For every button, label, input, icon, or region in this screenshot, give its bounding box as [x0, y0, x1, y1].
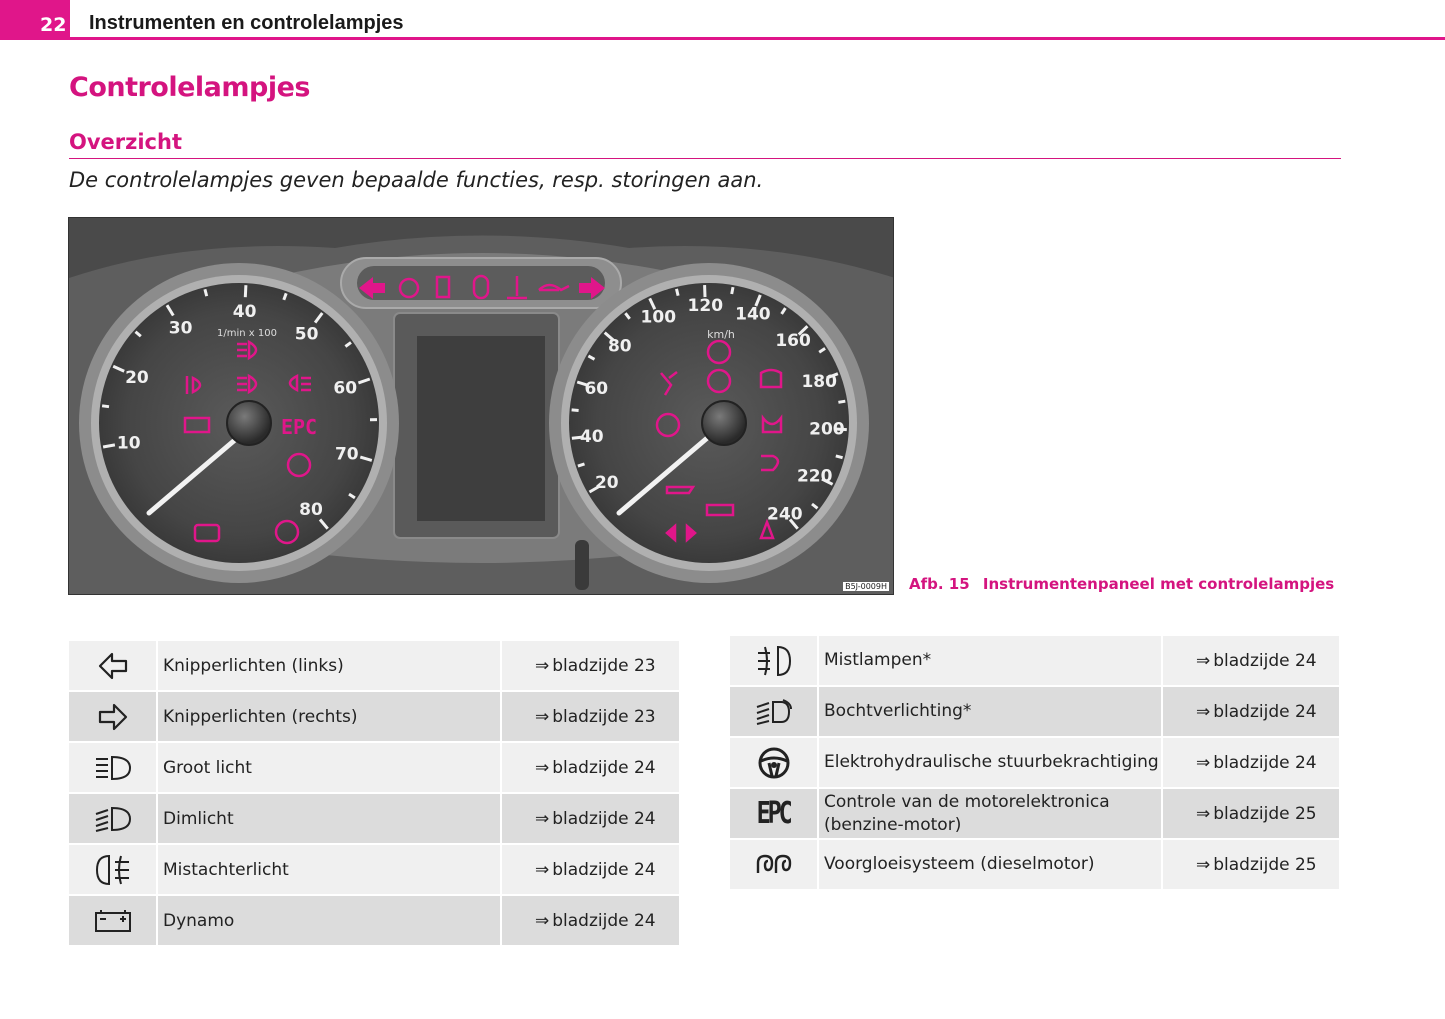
figure-caption — [909, 575, 1334, 593]
reference-arrow: ⇒ — [1196, 803, 1211, 824]
reference-text: bladzijde 25 — [1213, 803, 1317, 824]
reference-arrow: ⇒ — [535, 859, 550, 880]
subsection-title: Overzicht — [69, 130, 182, 154]
figure-caption-text: Instrumentenpaneel met controlelampjes — [982, 575, 1335, 593]
section-title: Controlelampjes — [69, 72, 310, 103]
gauge-tick-label: 80 — [299, 499, 323, 520]
rear-fog-light-icon — [69, 845, 158, 896]
table-row — [730, 738, 1341, 789]
epc-lamp-label: EPC — [280, 415, 318, 439]
header-rule — [70, 37, 1445, 40]
gauge-tick-label: 60 — [584, 379, 609, 399]
table-row — [69, 692, 681, 743]
page-number: 22 — [0, 0, 70, 40]
warning-lamps-table-right — [730, 636, 1341, 891]
instrument-cluster-illustration — [69, 218, 894, 595]
subsection-rule — [69, 158, 1341, 159]
gauge-tick-mark — [205, 289, 207, 296]
reference-text: bladzijde 24 — [1213, 752, 1317, 773]
gauge-tick-label: 240 — [767, 504, 803, 525]
reference-arrow: ⇒ — [1196, 701, 1211, 722]
reference-text: bladzijde 25 — [1213, 854, 1317, 875]
gauge-tick-label: 70 — [334, 444, 359, 465]
page-reference[interactable] — [502, 692, 681, 743]
gauge-tick-label: 20 — [125, 367, 149, 388]
gauge-tick-label: 40 — [232, 302, 257, 323]
gauge-tick-label: 100 — [640, 307, 677, 328]
gauge-tick-label: 20 — [594, 473, 619, 493]
lamp-label: Bochtverlichting* — [819, 687, 1163, 738]
lamp-label: Mistlampen* — [819, 636, 1163, 687]
table-row — [69, 896, 681, 947]
cornering-light-icon — [730, 687, 819, 738]
intro-text: De controlelampjes geven bepaalde functies, resp. storingen aan. — [69, 168, 764, 192]
front-fog-light-icon — [730, 636, 819, 687]
reference-arrow: ⇒ — [535, 910, 550, 931]
gauge-tick-label: 10 — [116, 433, 141, 454]
turn-signal-left-icon — [69, 641, 158, 692]
lamp-label: Elektrohydraulische stuurbekrachtiging — [819, 738, 1163, 789]
gauge-tick-mark — [836, 456, 843, 458]
page-reference[interactable] — [1163, 789, 1341, 840]
gauge-tick-label: 30 — [168, 318, 193, 339]
reference-arrow: ⇒ — [535, 757, 550, 778]
reference-text: bladzijde 23 — [552, 706, 656, 727]
page-reference[interactable] — [1163, 636, 1341, 687]
steering-wheel-icon — [730, 738, 819, 789]
gauge-tick-mark — [103, 445, 115, 447]
table-row — [730, 636, 1341, 687]
epc-icon — [730, 789, 819, 840]
table-row — [69, 641, 681, 692]
rpm-unit-label: 1/min x 100 — [217, 328, 277, 339]
gauge-tick-label: 120 — [687, 296, 724, 317]
reference-arrow: ⇒ — [535, 808, 550, 829]
reference-arrow: ⇒ — [535, 655, 550, 676]
speed-unit-label: km/h — [707, 328, 735, 341]
lamp-label: Dimlicht — [158, 794, 502, 845]
gauge-tick-label: 180 — [801, 371, 837, 392]
lamp-label: Mistachterlicht — [158, 845, 502, 896]
gauge-tick-mark — [732, 287, 733, 294]
table-row — [69, 743, 681, 794]
reference-text: bladzijde 24 — [552, 859, 656, 880]
page-reference[interactable] — [1163, 840, 1341, 891]
reference-text: bladzijde 24 — [552, 757, 656, 778]
gauge-tick-label: 160 — [775, 331, 811, 352]
gauge-tick-mark — [677, 289, 679, 296]
table-row — [730, 789, 1341, 840]
lamp-label: Knipperlichten (rechts) — [158, 692, 502, 743]
reference-text: bladzijde 24 — [1213, 701, 1317, 722]
table-row — [69, 794, 681, 845]
page-reference[interactable] — [502, 896, 681, 947]
figure-code: B5J-0009H — [845, 582, 887, 591]
instrument-panel-figure — [68, 217, 894, 595]
page-reference[interactable] — [502, 743, 681, 794]
lamp-label: Groot licht — [158, 743, 502, 794]
gauge-tick-mark — [578, 464, 585, 466]
gauge-tick-label: 140 — [735, 304, 771, 325]
gauge-tick-mark — [102, 406, 109, 407]
reference-arrow: ⇒ — [535, 706, 550, 727]
reference-text: bladzijde 24 — [1213, 650, 1317, 671]
reference-text: bladzijde 23 — [552, 655, 656, 676]
page-reference[interactable] — [1163, 687, 1341, 738]
high-beam-icon — [69, 743, 158, 794]
page-reference[interactable] — [502, 641, 681, 692]
gauge-tick-label: 220 — [796, 466, 833, 487]
gauge-tick-label: 200 — [809, 419, 845, 440]
gauge-tick-mark — [245, 285, 246, 297]
reference-arrow: ⇒ — [1196, 650, 1211, 671]
gauge-tick-mark — [838, 401, 845, 402]
gauge-tick-label: 40 — [579, 427, 604, 448]
table-row — [730, 840, 1341, 891]
lamp-label: Dynamo — [158, 896, 502, 947]
reference-arrow: ⇒ — [1196, 854, 1211, 875]
figure-caption-number: Afb. 15 — [909, 575, 970, 593]
table-row — [730, 687, 1341, 738]
low-beam-icon — [69, 794, 158, 845]
gauge-tick-label: 50 — [294, 324, 319, 345]
glow-plug-icon — [730, 840, 819, 891]
reference-arrow: ⇒ — [1196, 752, 1211, 773]
reference-text: bladzijde 24 — [552, 910, 656, 931]
lamp-label: Knipperlichten (links) — [158, 641, 502, 692]
page-reference[interactable] — [502, 794, 681, 845]
gauge-tick-mark — [572, 410, 579, 411]
table-row — [69, 845, 681, 896]
turn-signal-right-icon — [69, 692, 158, 743]
epc-icon-text: EPC — [757, 796, 790, 831]
gauge-tick-label: 60 — [333, 378, 358, 399]
lamp-label: Controle van de motorelektronica (benzine-motor) — [819, 789, 1163, 840]
page-reference[interactable] — [502, 845, 681, 896]
running-title: Instrumenten en controlelampjes — [89, 12, 404, 34]
page-reference[interactable] — [1163, 738, 1341, 789]
lamp-label: Voorgloeisysteem (dieselmotor) — [819, 840, 1163, 891]
gauge-tick-label: 80 — [607, 336, 632, 357]
reference-text: bladzijde 24 — [552, 808, 656, 829]
battery-icon — [69, 896, 158, 947]
warning-lamps-table-left — [69, 641, 681, 947]
